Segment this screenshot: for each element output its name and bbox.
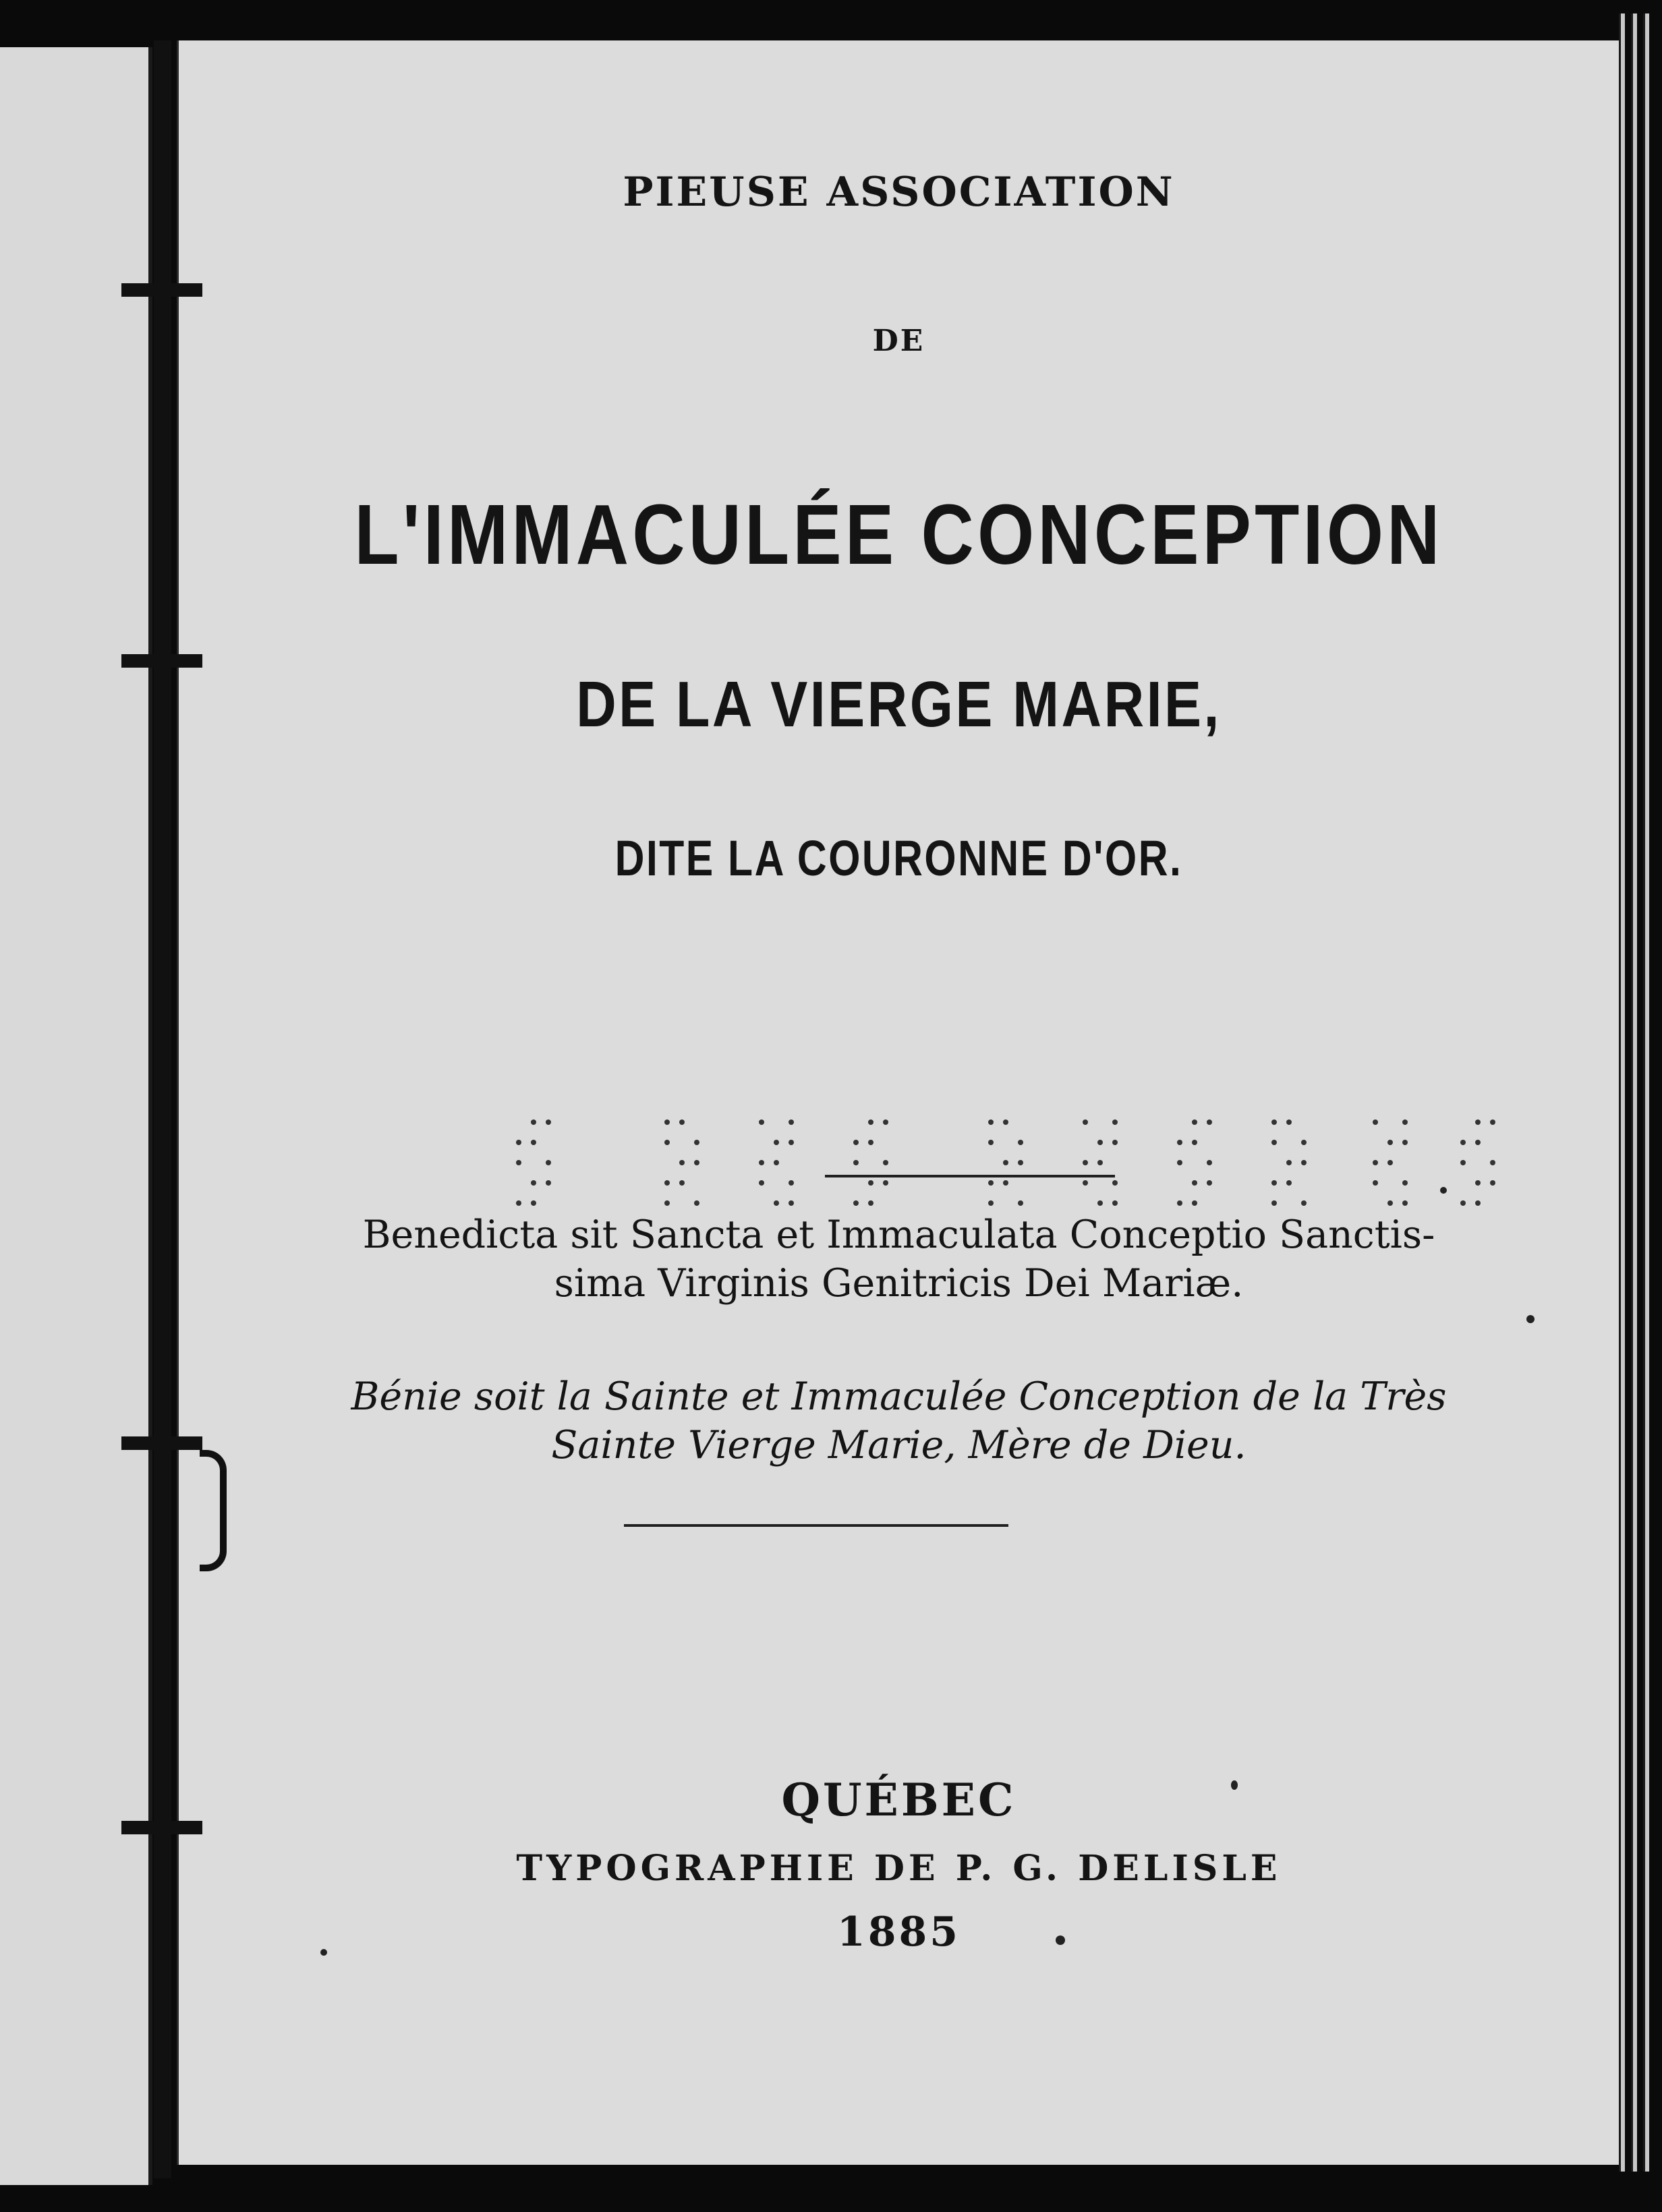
perforation-dot (988, 1200, 994, 1206)
perforation-dot (759, 1180, 764, 1186)
paper-speck (1526, 1315, 1535, 1323)
perforation-dot (1387, 1160, 1393, 1165)
perforation-dot (531, 1180, 536, 1186)
perforation-dot (1387, 1140, 1393, 1145)
title-page (177, 40, 1619, 2165)
binding-stitch (121, 283, 202, 297)
perforation-dot (1083, 1119, 1088, 1125)
perforation-dot (853, 1140, 859, 1145)
perforation-dot (679, 1119, 685, 1125)
perforation-dot (853, 1200, 859, 1206)
perforation-dot (1018, 1140, 1023, 1145)
perforation-dot (664, 1140, 670, 1145)
latin-motto: Benedicta sit Sancta et Immaculata Conceptio Sanctis- (362, 1213, 1435, 1257)
perforation-dot (1460, 1140, 1466, 1145)
subtitle-crown: DITE LA COURONNE D'OR. (614, 830, 1183, 886)
paper-speck (1231, 1780, 1238, 1790)
perforation-dot (1402, 1200, 1408, 1206)
perforation-dot (516, 1160, 521, 1165)
imprint-place: QUÉBEC (781, 1774, 1016, 1826)
perforation-dot (679, 1180, 685, 1186)
perforation-dot (1286, 1160, 1292, 1165)
perforation-dot (546, 1119, 551, 1125)
perforation-dot (789, 1119, 794, 1125)
perforation-dot (1192, 1180, 1197, 1186)
french-motto: Sainte Vierge Marie, Mère de Dieu. (551, 1423, 1246, 1467)
imprint-year: 1885 (837, 1909, 961, 1956)
perforation-dot (1207, 1160, 1212, 1165)
perforation-dot (1177, 1140, 1182, 1145)
perforation-dot (1490, 1160, 1495, 1165)
ornamental-rule (624, 1524, 1008, 1527)
perforation-dot (516, 1200, 521, 1206)
perforation-dot (1083, 1180, 1088, 1186)
association-heading: PIEUSE ASSOCIATION (623, 169, 1175, 216)
paper-speck (1056, 1936, 1065, 1945)
binding-stitch (121, 1821, 202, 1834)
perforation-dot (1271, 1119, 1277, 1125)
perforation-dot (1460, 1200, 1466, 1206)
perforation-dot (883, 1119, 888, 1125)
perforation-dot (1301, 1200, 1307, 1206)
perforation-dot (789, 1140, 794, 1145)
perforation-dot (1475, 1180, 1481, 1186)
binding-stitch (121, 654, 202, 668)
perforation-dot (1083, 1160, 1088, 1165)
perforation-dot (1387, 1200, 1393, 1206)
perforation-dot (1112, 1119, 1118, 1125)
perforation-dot (774, 1200, 779, 1206)
perforation-stamp (476, 1106, 1528, 1227)
perforation-dot (531, 1119, 536, 1125)
french-motto: Bénie soit la Sainte et Immaculée Conception de la Très (351, 1374, 1447, 1419)
subtitle: DE LA VIERGE MARIE, (576, 668, 1222, 740)
binding-stitch (121, 1436, 202, 1450)
perforation-dot (1003, 1160, 1008, 1165)
perforation-dot (664, 1119, 670, 1125)
perforation-dot (759, 1119, 764, 1125)
perforation-dot (1475, 1140, 1481, 1145)
perforation-dot (868, 1180, 873, 1186)
perforation-dot (1097, 1140, 1103, 1145)
perforation-dot (1373, 1119, 1378, 1125)
main-title: L'IMMACULÉE CONCEPTION (354, 487, 1443, 582)
perforation-dot (1192, 1140, 1197, 1145)
perforation-dot (789, 1200, 794, 1206)
perforation-dot (774, 1140, 779, 1145)
perforation-dot (1003, 1180, 1008, 1186)
perforation-dot (1402, 1140, 1408, 1145)
perforation-dot (1207, 1180, 1212, 1186)
perforation-dot (1097, 1200, 1103, 1206)
perforation-dot (1402, 1180, 1408, 1186)
perforation-dot (868, 1119, 873, 1125)
perforation-dot (1112, 1140, 1118, 1145)
ornamental-rule (825, 1175, 1115, 1177)
perforation-dot (679, 1160, 685, 1165)
perforation-dot (1097, 1160, 1103, 1165)
perforation-dot (1286, 1119, 1292, 1125)
perforation-dot (1177, 1200, 1182, 1206)
perforation-dot (988, 1140, 994, 1145)
perforation-dot (694, 1200, 699, 1206)
perforation-dot (1192, 1200, 1197, 1206)
perforation-dot (694, 1140, 699, 1145)
perforation-dot (1301, 1140, 1307, 1145)
perforation-dot (1460, 1160, 1466, 1165)
perforation-dot (1490, 1180, 1495, 1186)
perforation-dot (694, 1160, 699, 1165)
perforation-dot (774, 1160, 779, 1165)
perforation-dot (546, 1180, 551, 1186)
perforation-dot (1490, 1119, 1495, 1125)
paper-speck (320, 1949, 327, 1956)
perforation-dot (1271, 1140, 1277, 1145)
perforation-dot (1475, 1200, 1481, 1206)
perforation-dot (664, 1200, 670, 1206)
facing-page-edge (0, 47, 152, 2185)
perforation-dot (1207, 1119, 1212, 1125)
imprint-printer: TYPOGRAPHIE DE P. G. DELISLE (516, 1848, 1282, 1889)
perforation-dot (1192, 1119, 1197, 1125)
perforation-dot (1003, 1119, 1008, 1125)
perforation-dot (1402, 1119, 1408, 1125)
perforation-dot (1018, 1160, 1023, 1165)
perforation-dot (883, 1180, 888, 1186)
perforation-dot (1301, 1160, 1307, 1165)
perforation-dot (1112, 1200, 1118, 1206)
perforation-dot (531, 1200, 536, 1206)
binding-thread (154, 40, 171, 2178)
perforation-dot (1373, 1180, 1378, 1186)
perforation-dot (868, 1200, 873, 1206)
perforation-dot (1271, 1200, 1277, 1206)
perforation-dot (1112, 1180, 1118, 1186)
perforation-dot (1271, 1180, 1277, 1186)
paper-speck (1440, 1187, 1447, 1194)
perforation-dot (988, 1119, 994, 1125)
perforation-dot (883, 1160, 888, 1165)
perforation-dot (1475, 1119, 1481, 1125)
perforation-dot (1177, 1160, 1182, 1165)
perforation-dot (546, 1160, 551, 1165)
perforation-dot (1373, 1160, 1378, 1165)
perforation-dot (531, 1140, 536, 1145)
preposition-de: DE (872, 324, 925, 358)
perforation-dot (759, 1160, 764, 1165)
latin-motto: sima Virginis Genitricis Dei Mariæ. (554, 1261, 1244, 1306)
perforation-dot (1018, 1200, 1023, 1206)
binding-loop (200, 1450, 227, 1571)
page-edge (1619, 13, 1625, 2172)
perforation-dot (789, 1180, 794, 1186)
page-edge (1631, 13, 1637, 2172)
perforation-dot (516, 1140, 521, 1145)
page-edge (1643, 13, 1649, 2172)
perforation-dot (664, 1180, 670, 1186)
perforation-dot (1286, 1180, 1292, 1186)
perforation-dot (853, 1160, 859, 1165)
perforation-dot (988, 1180, 994, 1186)
perforation-dot (868, 1140, 873, 1145)
